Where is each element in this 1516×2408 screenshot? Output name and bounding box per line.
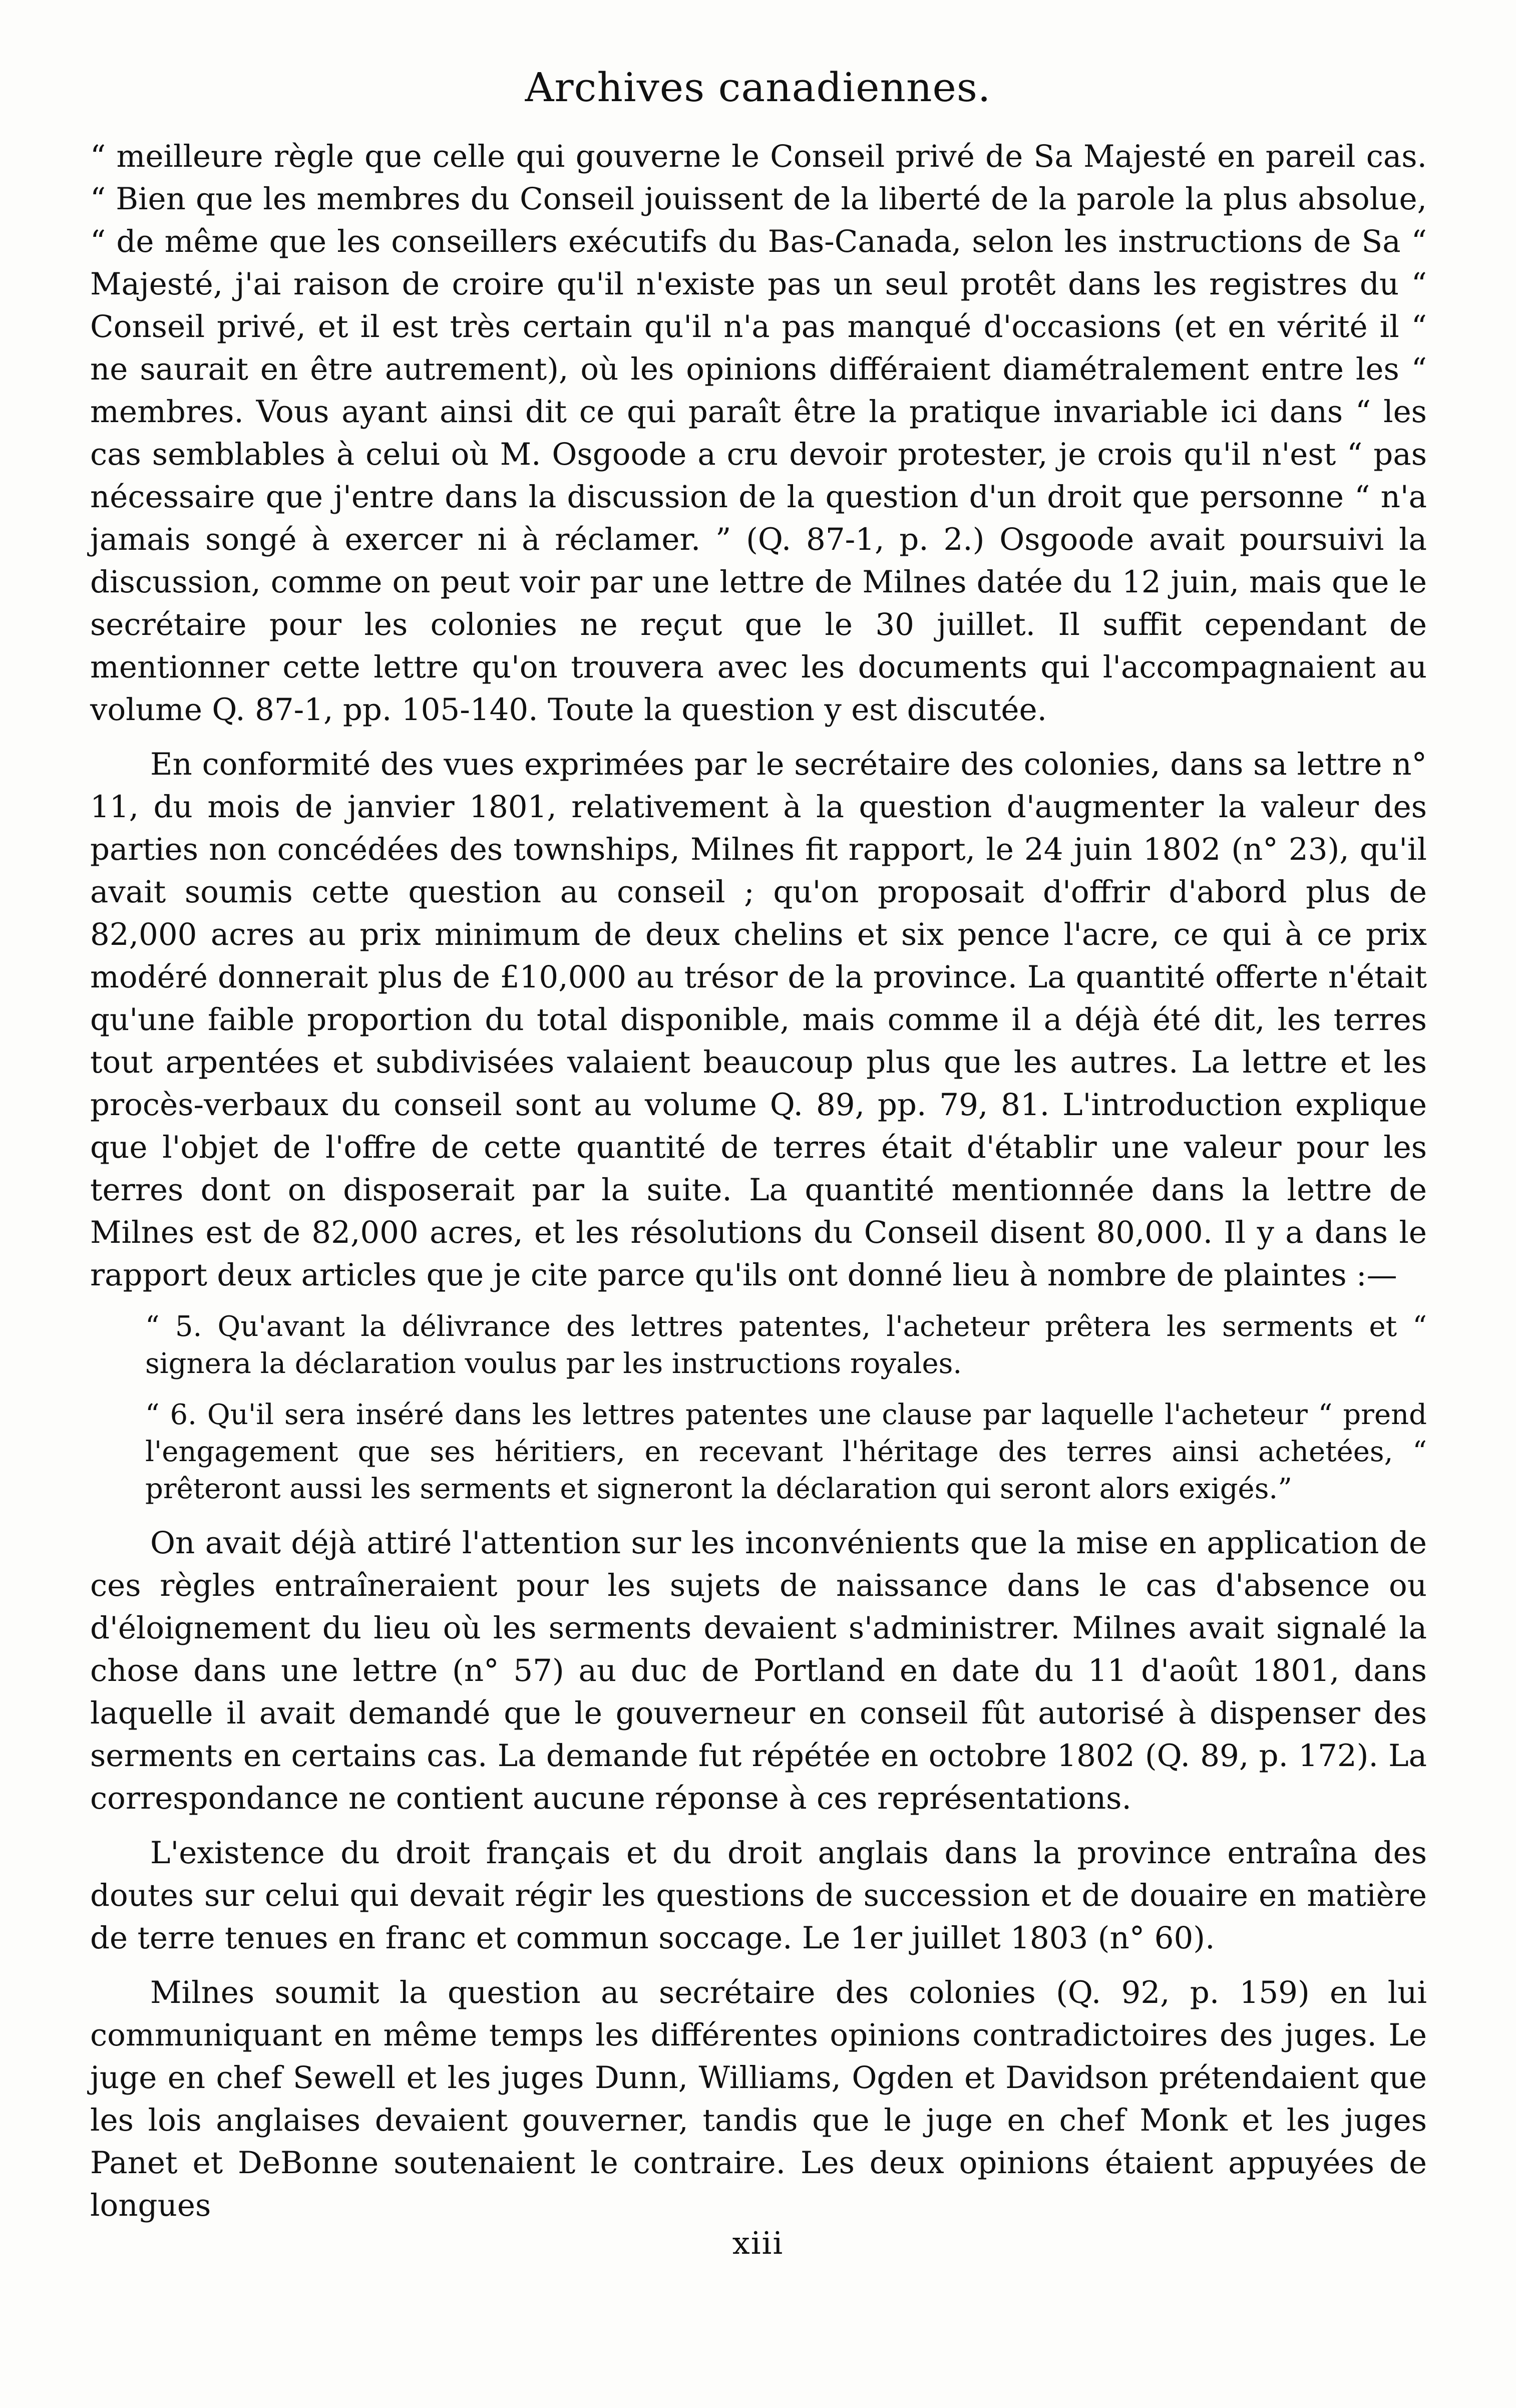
page-number: xiii [732,2225,784,2261]
paragraph-2-townships-valuation: En conformité des vues exprimées par le secrétaire des colonies, dans sa lettre n° 11, du mois de janvier 1801, relativement à la question d'augmenter la valeur des parties non concédées des townships, Milnes fit rapport, le 24 juin 1802 (n° 23), qu'il avait soumis cette question au conseil ; qu'on proposait d'offrir d'abord plus de 82,000 acres au prix minimum de deux chelins et six pence l'acre, ce qui à ce prix modéré donnerait plus de £10,000 au trésor de la province. La quantité offerte n'était qu'une faible proportion du total disponible, mais comme il a déjà été dit, les terres tout arpentées et subdivisées valaient beaucoup plus que les autres. La lettre et les procès-verbaux du conseil sont au volume Q. 89, pp. 79, 81. L'introduction explique que l'objet de l'offre de cette quantité de terres était d'établir une valeur pour les terres dont on disposerait par la suite. La quantité mentionnée dans la lettre de Milnes est de 82,000 acres, et les résolutions du Conseil disent 80,000. Il y a dans le rapport deux articles que je cite parce qu'ils ont donné lieu à nombre de plaintes :— [90,747,1427,1293]
running-head-title: Archives canadiennes. [525,64,991,111]
paragraph-3-oaths-inconveniences: On avait déjà attiré l'attention sur les inconvénients que la mise en application de ces règles entraîneraient pour les sujets de naissance dans le cas d'absence ou d'éloignement du lieu où les serments devaient s'administrer. Milnes avait signalé la chose dans une lettre (n° 57) au duc de Portland en date du 11 d'août 1801, dans laquelle il avait demandé que le gouverneur en conseil fût autorisé à dispenser des serments en certains cas. La demande fut répétée en octobre 1802 (Q. 89, p. 172). La correspondance ne contient aucune réponse à ces représentations. [90,1525,1427,1816]
quoted-article-6: “ 6. Qu'il sera inséré dans les lettres patentes une clause par laquelle l'acheteur “ prend l'engagement que ses héritiers, en recevant l'héritage des terres ainsi achetées, “ prêteront aussi les serments et signeront la déclaration qui seront alors exigés.” [145,1399,1427,1505]
quoted-article-5: “ 5. Qu'avant la délivrance des lettres patentes, l'acheteur prêtera les serments et “ signera la déclaration voulus par les instructions royales. [145,1310,1427,1380]
paragraph-1-quoted-letter-continuation: “ meilleure règle que celle qui gouverne le Conseil privé de Sa Majesté en pareil cas. “ Bien que les membres du Conseil jouissent de la liberté de la parole la plus absolue, “ de même que les conseillers exécutifs du Bas-Canada, selon les instructions de Sa “ Majesté, j'ai raison de croire qu'il n'existe pas un seul protêt dans les registres du “ Conseil privé, et il est très certain qu'il n'a pas manqué d'occasions (et en vérité il “ ne saurait en être autrement), où les opinions différaient diamétralement entre les “ membres. Vous ayant ainsi dit ce qui paraît être la pratique invariable ici dans “ les cas semblables à celui où M. Osgoode a cru devoir protester, je crois qu'il n'est “ pas nécessaire que j'entre dans la discussion de la question d'un droit que personne “ n'a jamais songé à exercer ni à réclamer. ” (Q. 87-1, p. 2.) Osgoode avait poursuivi la discussion, comme on peut voir par une lettre de Milnes datée du 12 juin, mais que le secrétaire pour les colonies ne reçut que le 30 juillet. Il suffit cependant de mentionner cette lettre qu'on trouvera avec les documents qui l'accompagnaient au volume Q. 87-1, pp. 105-140. Toute la question y est discutée. [90,139,1427,728]
paragraph-4-french-english-law: L'existence du droit français et du droit anglais dans la province entraîna des doutes sur celui qui devait régir les questions de succession et de douaire en matière de terre tenues en franc et commun soccage. Le 1er juillet 1803 (n° 60). [90,1835,1427,1956]
body-text [90,135,1427,2239]
paragraph-5-judges-opinions: Milnes soumit la question au secrétaire des colonies (Q. 92, p. 159) en lui communiquant en même temps les différentes opinions contradictoires des juges. Le juge en chef Sewell et les juges Dunn, Williams, Ogden et Davidson prétendaient que les lois anglaises devaient gouverner, tandis que le juge en chef Monk et les juges Panet et DeBonne soutenaient le contraire. Les deux opinions étaient appuyées de longues [90,1975,1427,2223]
